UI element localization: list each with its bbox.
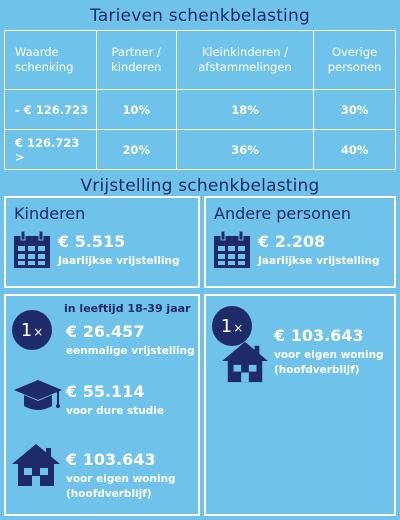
- table-cell: 18%: [176, 90, 313, 130]
- kinderen-once-label: eenmalige vrijstelling: [66, 345, 195, 357]
- kinderen-study-amount: € 55.114: [66, 382, 145, 401]
- anderen-home-label-2: (hoofdverblijf): [274, 364, 360, 376]
- kinderen-annual-amount: € 5.515: [58, 232, 126, 251]
- once-badge-icon: [12, 310, 52, 350]
- exemption-title: Vrijstelling schenkbelasting: [80, 176, 320, 196]
- anderen-annual-amount: € 2.208: [258, 232, 326, 251]
- kinderen-home-label-1: voor eigen woning: [66, 473, 176, 485]
- house-icon: [220, 340, 270, 384]
- kinderen-home-amount: € 103.643: [66, 450, 156, 469]
- table-row: [5, 130, 396, 170]
- kinderen-home-label-2: (hoofdverblijf): [66, 488, 152, 500]
- anderen-home-amount: € 103.643: [274, 326, 364, 345]
- table-cell: € 126.723 >: [5, 130, 97, 170]
- header-cell: Partner / kinderen: [96, 31, 176, 90]
- table-row: [5, 90, 396, 130]
- header-cell: Kleinkinderen / afstammelingen: [176, 31, 313, 90]
- anderen-annual-label: Jaarlijkse vrijstelling: [258, 255, 380, 267]
- anderen-annual-panel: [204, 196, 396, 288]
- rates-table: [4, 30, 396, 170]
- anderen-once-panel: [204, 294, 396, 516]
- table-cell: 40%: [314, 130, 396, 170]
- rates-title: Tarieven schenkbelasting: [90, 6, 310, 26]
- anderen-title: Andere personen: [214, 204, 352, 223]
- header-cell: Overige personen: [314, 31, 396, 90]
- table-cell: 20%: [96, 130, 176, 170]
- table-header-row: [5, 31, 396, 90]
- table-cell: 10%: [96, 90, 176, 130]
- graduation-cap-icon: [12, 378, 64, 416]
- badge-times: ×: [233, 321, 244, 335]
- table-cell: 36%: [176, 130, 313, 170]
- badge-number: 1: [220, 315, 233, 337]
- calendar-icon: [212, 230, 252, 270]
- kinderen-study-label: voor dure studie: [66, 405, 165, 417]
- header-cell: Waarde schenking: [5, 31, 97, 90]
- anderen-home-label-1: voor eigen woning: [274, 349, 384, 361]
- badge-times: ×: [33, 325, 44, 339]
- house-icon: [10, 442, 62, 488]
- age-note: in leeftijd 18-39 jaar: [64, 302, 191, 315]
- table-cell: 30%: [314, 90, 396, 130]
- kinderen-once-panel: [4, 294, 200, 516]
- calendar-icon: [12, 230, 52, 270]
- kinderen-annual-label: Jaarlijkse vrijstelling: [58, 255, 180, 267]
- badge-number: 1: [20, 319, 33, 341]
- table-cell: - € 126.723: [5, 90, 97, 130]
- kinderen-annual-panel: [4, 196, 200, 288]
- kinderen-once-amount: € 26.457: [66, 322, 145, 341]
- kinderen-title: Kinderen: [14, 204, 86, 223]
